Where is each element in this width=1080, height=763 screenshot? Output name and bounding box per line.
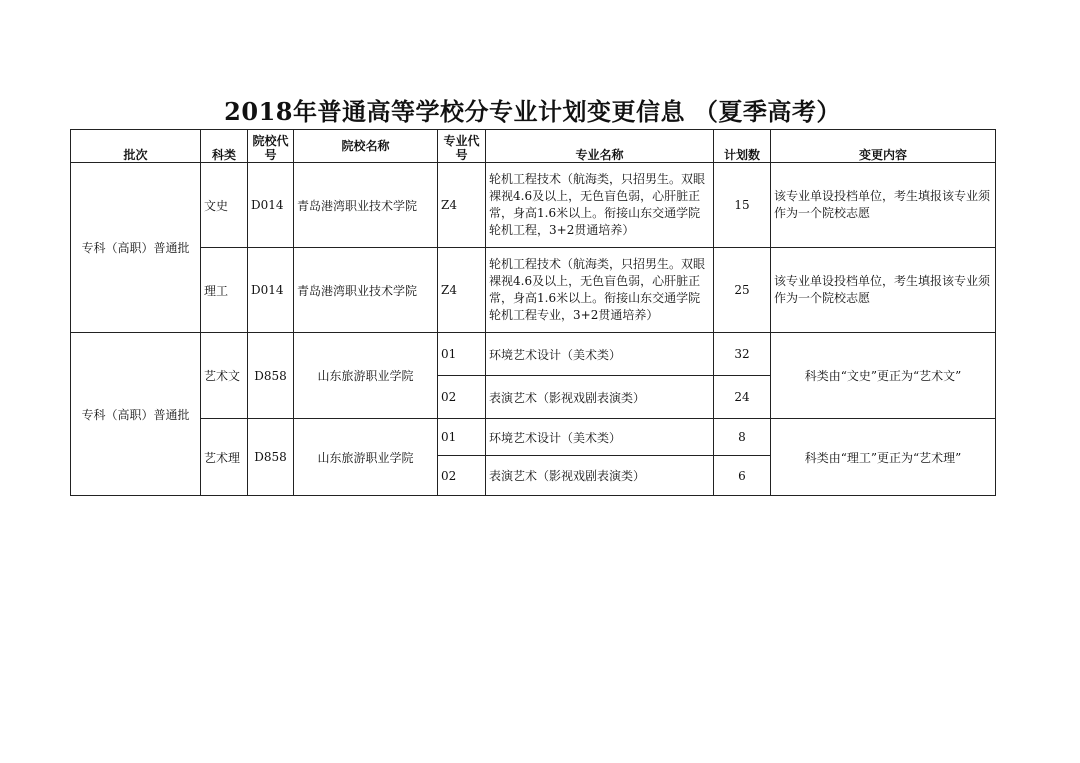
table-row [71,419,996,456]
change-cell: 该专业单设投档单位，考生填报该专业须作为一个院校志愿 [771,248,996,333]
change-cell: 科类由“文史”更正为“艺术文” [771,333,996,419]
subject-cell: 文史 [201,163,248,248]
plan-count-cell: 8 [714,419,771,456]
table-row [71,248,996,333]
school-code-cell: D014 [248,163,294,248]
school-name-cell: 青岛港湾职业技术学院 [294,248,438,333]
batch-cell: 专科（高职）普通批 [71,333,201,496]
subject-cell: 艺术文 [201,333,248,419]
change-cell: 科类由“理工”更正为“艺术理” [771,419,996,496]
header-plan-count: 计划数 [714,130,771,163]
header-batch: 批次 [71,130,201,163]
header-school-name: 院校名称 [294,130,438,163]
table-row [71,333,996,376]
school-code-cell: D858 [248,333,294,419]
major-name-cell: 轮机工程技术（航海类，只招男生。双眼裸视4.6及以上，无色盲色弱，心肝脏正常，身高1.6米以上。衔接山东交通学院轮机工程专业，3+2贯通培养） [486,248,714,333]
school-name-cell: 山东旅游职业学院 [294,333,438,419]
major-code-cell: 02 [438,376,486,419]
table-header-row [71,130,996,163]
major-name-cell: 轮机工程技术（航海类，只招男生。双眼裸视4.6及以上，无色盲色弱，心肝脏正常，身高1.6米以上。衔接山东交通学院轮机工程，3+2贯通培养） [486,163,714,248]
plan-count-cell: 15 [714,163,771,248]
change-cell: 该专业单设投档单位，考生填报该专业须作为一个院校志愿 [771,163,996,248]
header-school-code: 院校代 号 [248,130,294,163]
school-name-cell: 山东旅游职业学院 [294,419,438,496]
major-code-cell: Z4 [438,248,486,333]
major-code-cell: 01 [438,333,486,376]
plan-count-cell: 6 [714,456,771,496]
school-code-cell: D014 [248,248,294,333]
plan-change-table [70,129,996,496]
header-major-name: 专业名称 [486,130,714,163]
subject-cell: 艺术理 [201,419,248,496]
school-name-cell: 青岛港湾职业技术学院 [294,163,438,248]
major-code-cell: 02 [438,456,486,496]
major-name-cell: 环境艺术设计（美术类） [486,419,714,456]
school-code-cell: D858 [248,419,294,496]
batch-cell: 专科（高职）普通批 [71,163,201,333]
major-name-cell: 环境艺术设计（美术类） [486,333,714,376]
major-name-cell: 表演艺术（影视戏剧表演类） [486,376,714,419]
major-code-cell: 01 [438,419,486,456]
plan-count-cell: 24 [714,376,771,419]
header-major-code: 专业代 号 [438,130,486,163]
major-name-cell: 表演艺术（影视戏剧表演类） [486,456,714,496]
major-code-cell: Z4 [438,163,486,248]
table-row [71,163,996,248]
page-title: 2018年普通高等学校分专业计划变更信息 （夏季高考） [224,97,841,126]
subject-cell: 理工 [201,248,248,333]
header-change: 变更内容 [771,130,996,163]
plan-count-cell: 32 [714,333,771,376]
header-subject: 科类 [201,130,248,163]
plan-count-cell: 25 [714,248,771,333]
